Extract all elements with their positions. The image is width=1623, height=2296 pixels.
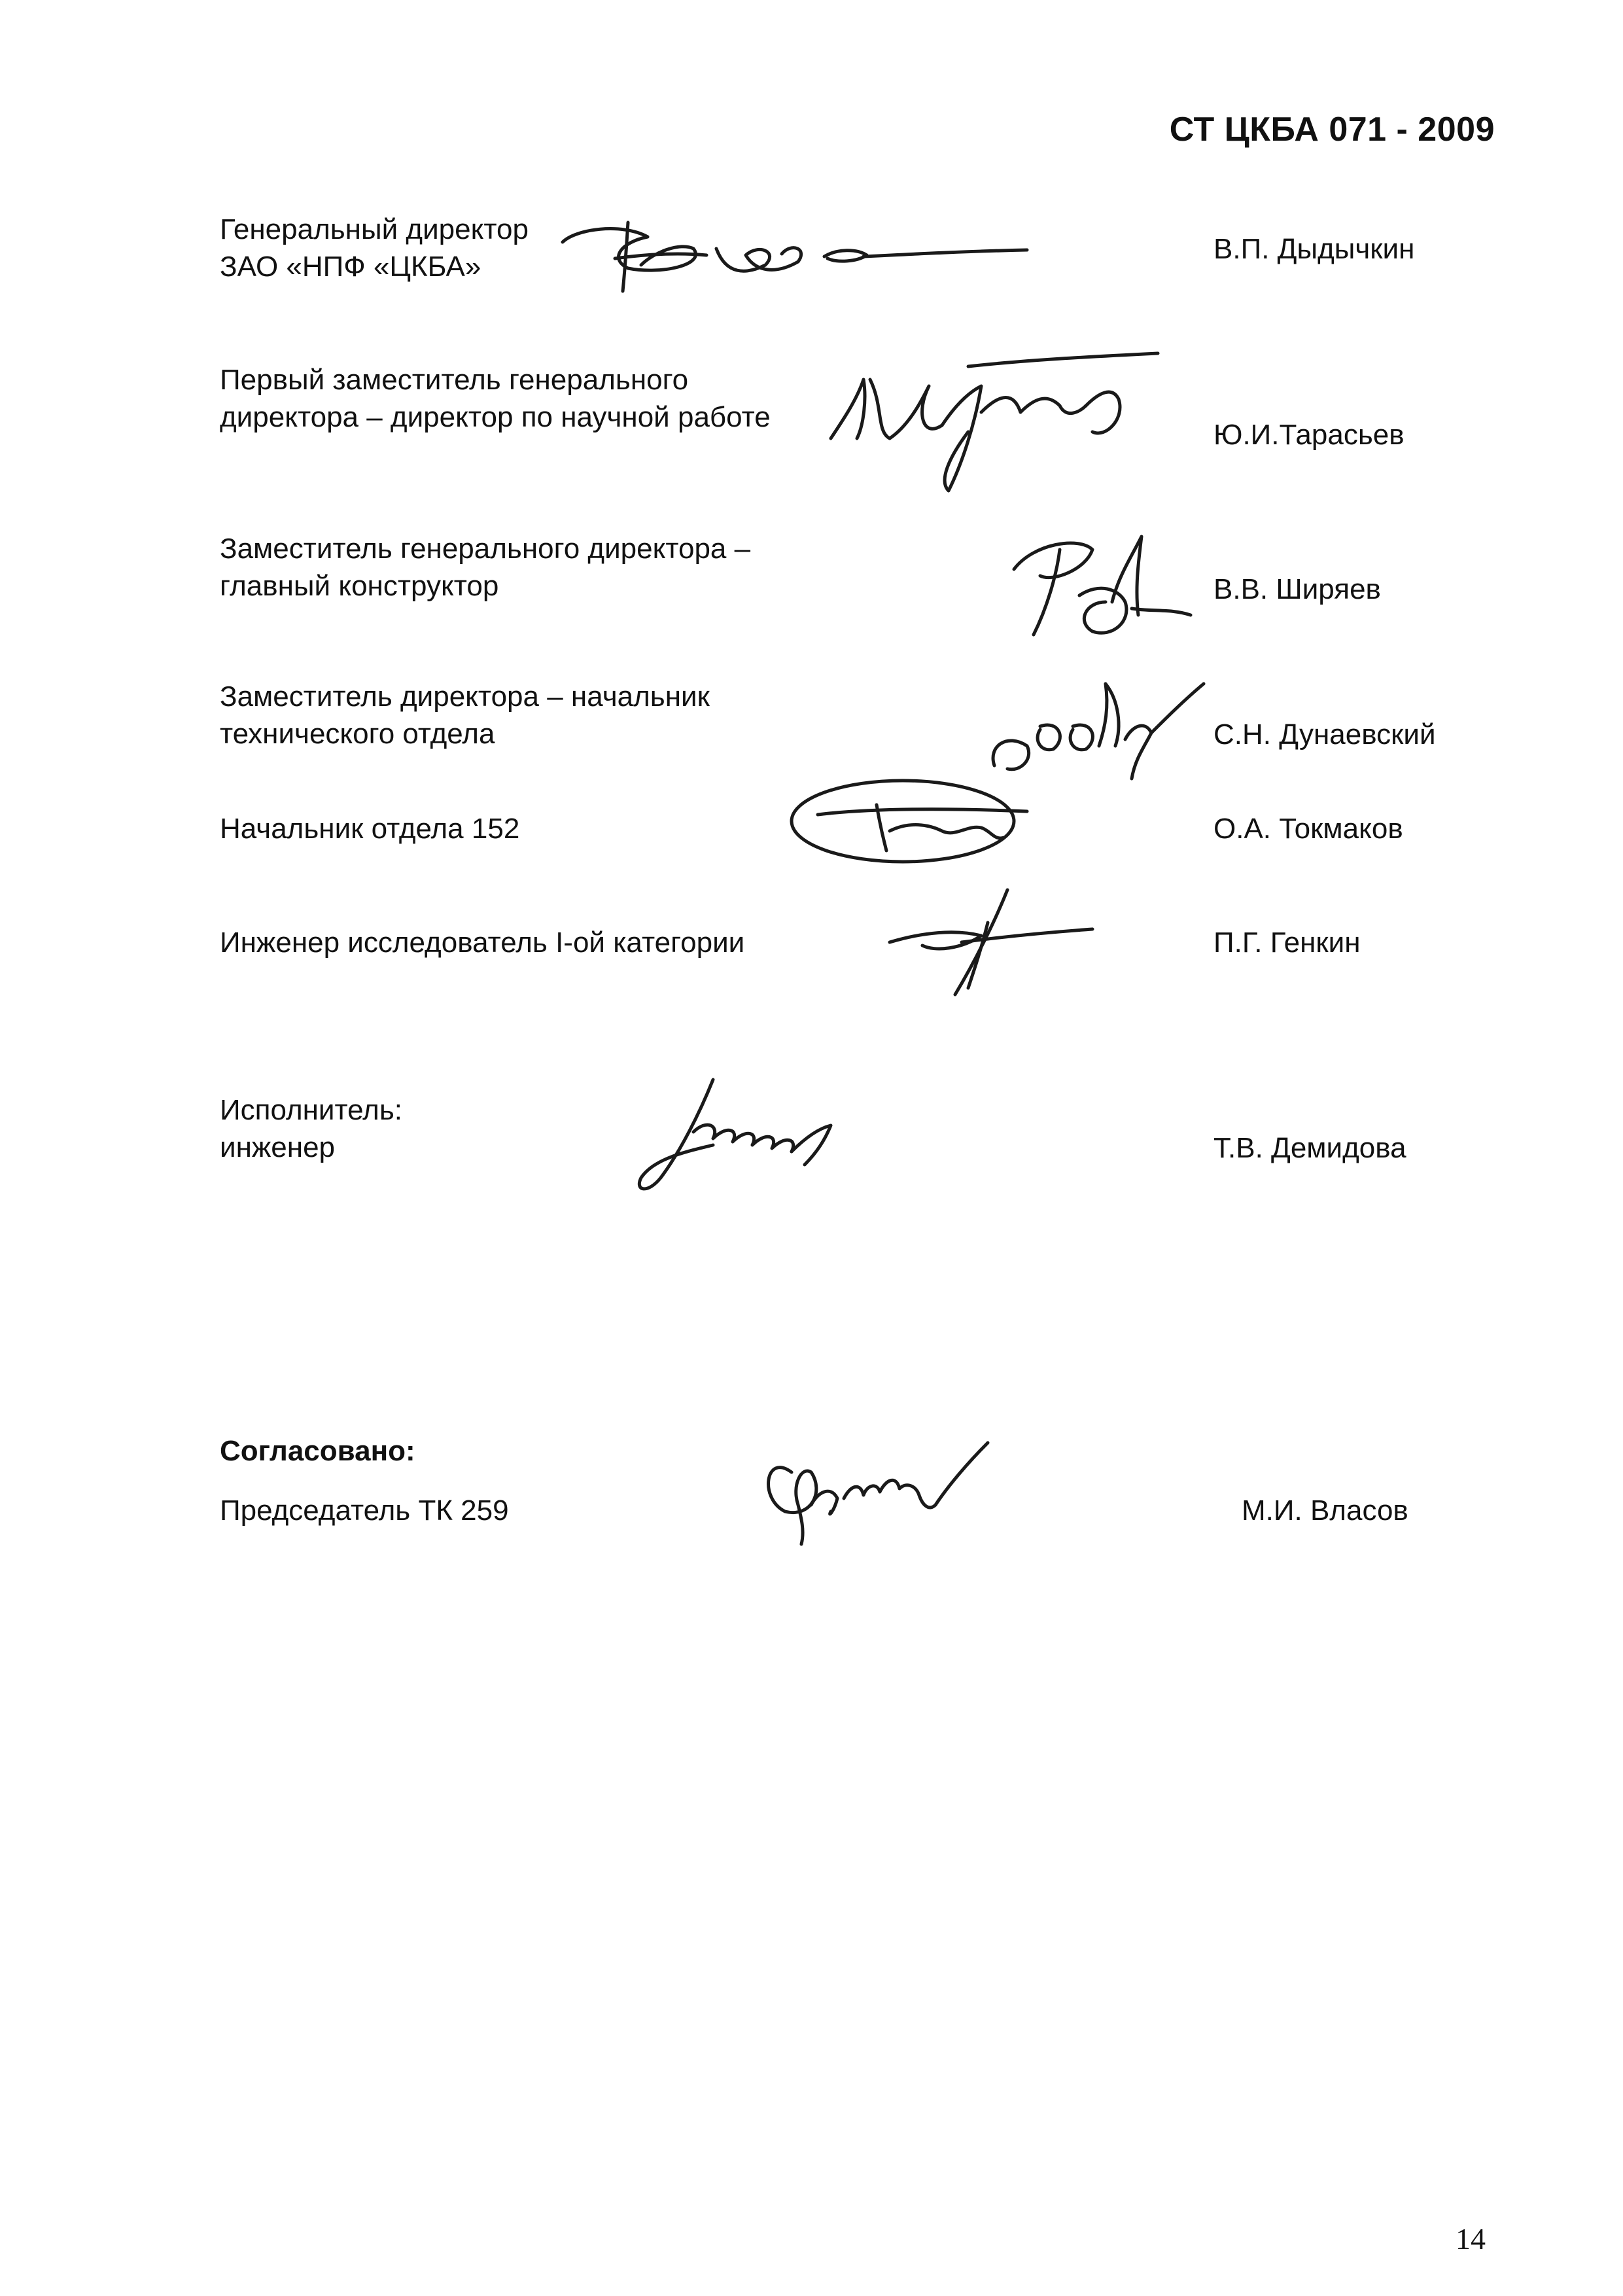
role-line: Заместитель генерального директора – [220,533,751,565]
signatory-role [220,810,519,847]
role-line: Исполнитель: [220,1094,402,1126]
role-line: Первый заместитель генерального [220,364,689,396]
role-line: директора – директор по научной работе [220,401,771,433]
approval-heading: Согласовано: [220,1435,415,1467]
signatory-name: Ю.И.Тарасьев [1213,419,1405,451]
role-line: главный конструктор [220,570,499,602]
signatory-role [220,1091,402,1166]
signature-image [1001,523,1197,648]
signature-image [628,1067,864,1204]
signatory-role [220,678,710,752]
signature-image [752,1433,1001,1551]
signature-image [818,340,1171,497]
role-line: Начальник отдела 152 [220,813,520,845]
role-line: Заместитель директора – начальник [220,680,710,713]
role-line: технического отдела [220,718,495,750]
role-line: Инженер исследователь I-ой категории [220,927,745,959]
signatory-name: П.Г. Генкин [1213,927,1361,959]
page-number: 14 [1456,2222,1486,2255]
signature-image [883,883,1099,1001]
signatory-name: Т.В. Демидова [1213,1132,1406,1164]
signatory-name: В.В. Ширяев [1213,573,1381,605]
document-code: СТ ЦКБА 071 - 2009 [1169,111,1495,149]
approval-name: М.И. Власов [1242,1494,1408,1527]
role-line: ЗАО «НПФ «ЦКБА» [220,251,481,283]
signatory-role [220,361,771,436]
role-line: Председатель ТК 259 [220,1494,509,1527]
role-line: Генеральный директор [220,213,529,245]
signatory-name: О.А. Токмаков [1213,813,1403,845]
signatory-name: В.П. Дыдычкин [1213,233,1415,265]
signatory-role [220,530,750,605]
signatory-name: С.Н. Дунаевский [1213,718,1436,751]
signatory-role [220,924,744,961]
approval-role [220,1492,509,1529]
role-line: инженер [220,1131,336,1163]
signatory-role [220,211,529,285]
signature-image [550,203,1034,294]
signature-image [778,759,1053,870]
